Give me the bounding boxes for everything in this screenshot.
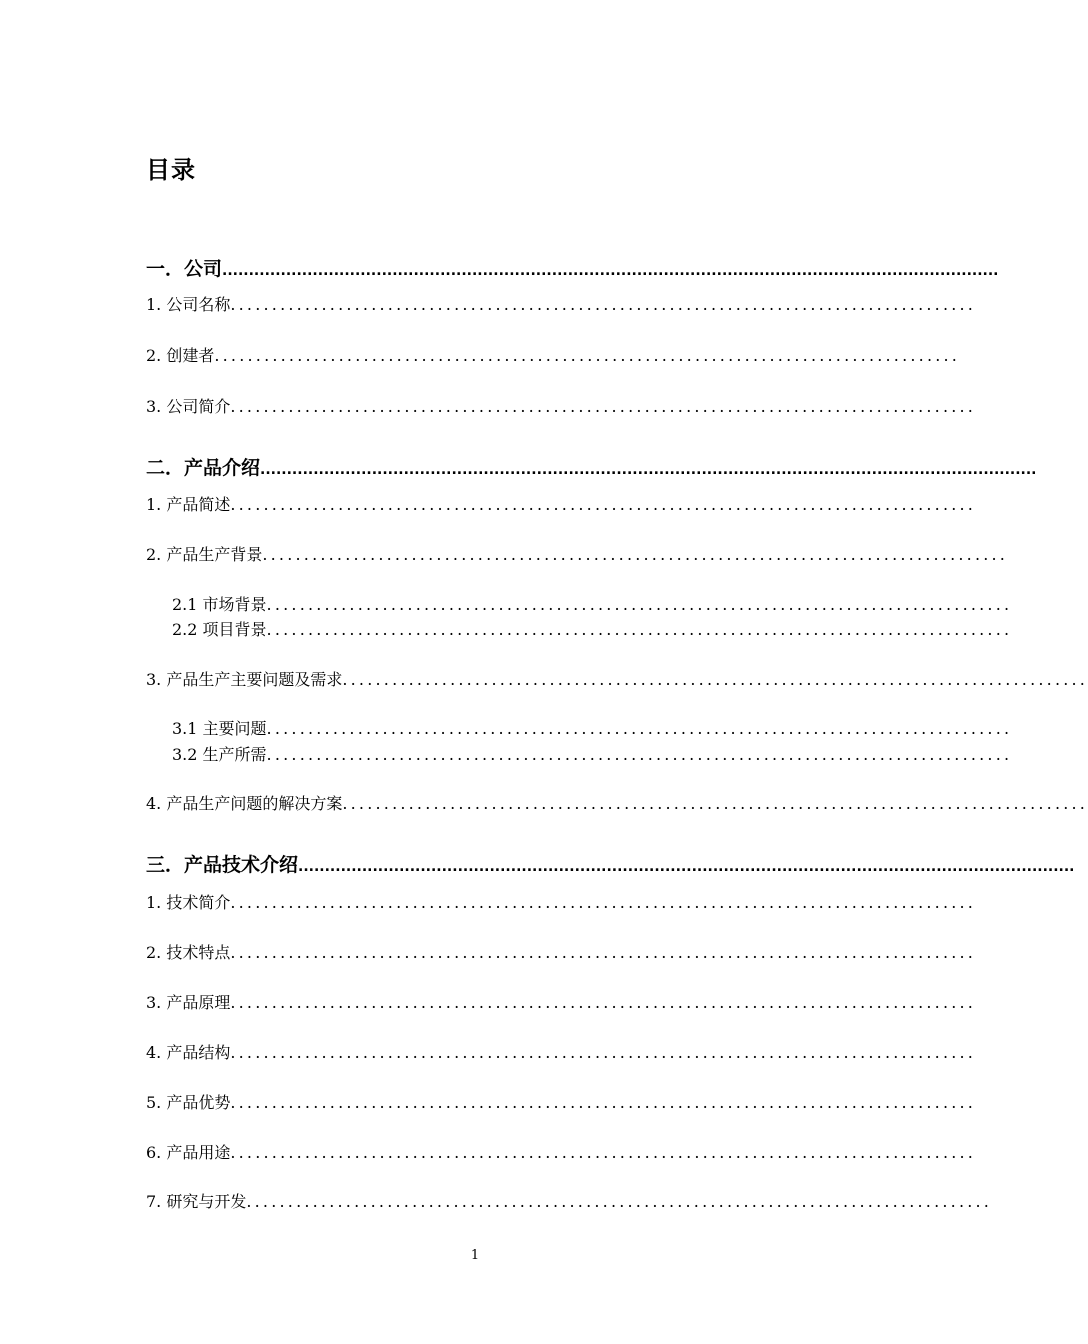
dot-leader: .................................................................................................................................................. xyxy=(260,462,1037,478)
toc-item-label: 3.1 主要问题 xyxy=(172,719,267,738)
dot-leader: .......................................................................................... xyxy=(230,1093,977,1112)
dot-leader: .......................................................................................... xyxy=(230,993,977,1012)
toc-item-label: 2. 产品生产背景 xyxy=(146,545,263,564)
dot-leader: .......................................................................................... xyxy=(230,943,977,962)
toc-item-label: 2. 创建者 xyxy=(146,346,215,365)
dot-leader: .......................................................................................... xyxy=(230,1143,977,1162)
dot-leader: .......................................................................................... xyxy=(230,495,977,514)
toc-item-product-advantages[interactable] xyxy=(146,1090,977,1113)
toc-item-main-issues-and-needs[interactable] xyxy=(146,667,1088,690)
toc-section-product-intro[interactable] xyxy=(146,453,1037,480)
toc-item-founder[interactable] xyxy=(146,343,961,366)
toc-item-tech-summary[interactable] xyxy=(146,890,977,913)
toc-item-product-structure[interactable] xyxy=(146,1040,977,1063)
dot-leader: .......................................................................................... xyxy=(266,595,1013,614)
toc-section-technology-intro[interactable] xyxy=(146,850,1075,877)
toc-section-label: 一．公司 xyxy=(146,258,223,280)
toc-item-label: 4. 产品结构 xyxy=(146,1043,231,1062)
dot-leader: .......................................................................................... xyxy=(230,893,977,912)
toc-item-label: 1. 产品简述 xyxy=(146,495,231,514)
page-number: 1 xyxy=(470,1248,480,1263)
toc-item-product-principle[interactable] xyxy=(146,990,977,1013)
dot-leader: .......................................................................................... xyxy=(266,620,1013,639)
toc-item-label: 2.1 市场背景 xyxy=(172,595,267,614)
page-title: 目录 xyxy=(146,156,196,184)
toc-item-label: 2. 技术特点 xyxy=(146,943,231,962)
dot-leader: .......................................................................................... xyxy=(342,670,1088,689)
toc-item-label: 1. 公司名称 xyxy=(146,295,231,314)
dot-leader: .................................................................................................................................................. xyxy=(298,859,1075,875)
toc-item-company-intro[interactable] xyxy=(146,394,977,417)
toc-subitem-production-needs[interactable] xyxy=(172,742,1013,765)
toc-item-label: 6. 产品用途 xyxy=(146,1143,231,1162)
toc-item-solutions[interactable] xyxy=(146,791,1088,814)
toc-item-company-name[interactable] xyxy=(146,292,977,315)
dot-leader: .......................................................................................... xyxy=(262,545,1009,564)
toc-item-label: 3. 产品生产主要问题及需求 xyxy=(146,670,343,689)
dot-leader: .......................................................................................... xyxy=(230,397,977,416)
toc-item-label: 3.2 生产所需 xyxy=(172,745,267,764)
dot-leader: .......................................................................................... xyxy=(266,719,1013,738)
toc-item-product-summary[interactable] xyxy=(146,492,977,515)
dot-leader: .......................................................................................... xyxy=(230,295,977,314)
toc-item-tech-features[interactable] xyxy=(146,940,977,963)
dot-leader: .......................................................................................... xyxy=(266,745,1013,764)
toc-subitem-market-background[interactable] xyxy=(172,592,1013,615)
toc-item-label: 4. 产品生产问题的解决方案 xyxy=(146,794,343,813)
toc-section-label: 二．产品介绍 xyxy=(146,457,261,479)
toc-section-company[interactable] xyxy=(146,254,999,281)
toc-item-research-development[interactable] xyxy=(146,1189,993,1212)
dot-leader: .......................................................................................... xyxy=(342,794,1088,813)
toc-section-label: 三．产品技术介绍 xyxy=(146,854,299,876)
toc-item-label: 2.2 项目背景 xyxy=(172,620,267,639)
dot-leader: .......................................................................................... xyxy=(230,1043,977,1062)
toc-item-label: 1. 技术简介 xyxy=(146,893,231,912)
toc-item-label: 5. 产品优势 xyxy=(146,1093,231,1112)
toc-item-label: 7. 研究与开发 xyxy=(146,1192,247,1211)
toc-subitem-project-background[interactable] xyxy=(172,617,1013,640)
toc-item-label: 3. 产品原理 xyxy=(146,993,231,1012)
toc-item-label: 3. 公司简介 xyxy=(146,397,231,416)
toc-subitem-main-issues[interactable] xyxy=(172,716,1013,739)
dot-leader: .......................................................................................... xyxy=(214,346,961,365)
toc-item-production-background[interactable] xyxy=(146,542,1009,565)
dot-leader: .......................................................................................... xyxy=(246,1192,993,1211)
dot-leader: .................................................................................................................................................. xyxy=(222,263,999,279)
toc-item-product-uses[interactable] xyxy=(146,1140,977,1163)
